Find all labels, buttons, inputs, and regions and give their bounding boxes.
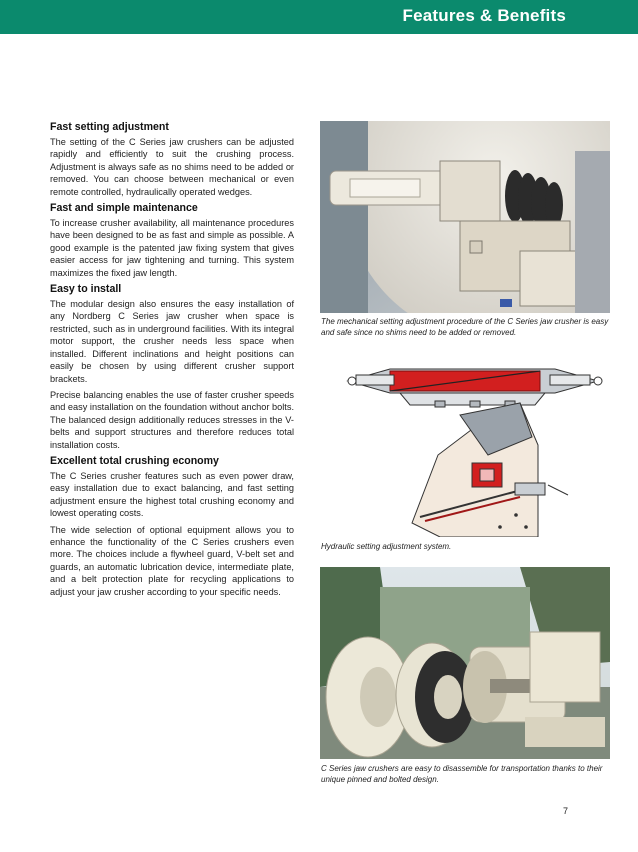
paragraph: The C Series crusher features such as even power draw, easy installation due to exact balancing, and fast setting adjustment ensure the highest total crushing economy and lowest operating costs. <box>50 470 294 519</box>
section-easy-to-install <box>50 283 294 451</box>
figure-caption: C Series jaw crushers are easy to disassemble for transportation thanks to their unique pinned and bolted design. <box>321 764 603 784</box>
section-heading: Fast setting adjustment <box>50 121 169 133</box>
paragraph: To increase crusher availability, all maintenance procedures have been designed to be as fast and simple as possible. A good example is the patented jaw fixing system that gives easier access for jaw tightening and turning. This system maximizes the fixed jaw length. <box>50 218 294 278</box>
section-excellent-crushing-economy <box>50 455 294 598</box>
header-bar <box>0 0 638 34</box>
page-title: Features & Benefits <box>402 6 566 25</box>
page-number: 7 <box>563 806 569 816</box>
paragraph: The wide selection of optional equipment allows you to enhance the functionality of the C Series crushers even more. The choices include a flywheel guard, V-belt set and guards, an automatic lubrication device, intermediate plate, and a belt protection plate for recycling applications to adjust your jaw crusher according to your specific needs. <box>50 524 294 597</box>
mechanical-adjustment-photo <box>320 121 610 313</box>
section-heading: Easy to install <box>50 283 122 296</box>
paragraph: The setting of the C Series jaw crushers can be adjusted rapidly and efficiently to suit the crushing process. Adjustment is always safe as no shims need to be added or removed. You can choose between mechanical or even remote controlled, hydraulically operated wedges. <box>50 137 294 197</box>
section-heading: Excellent total crushing economy <box>50 454 219 467</box>
section-heading: Fast and simple maintenance <box>50 202 198 215</box>
paragraph: The modular design also ensures the easy installation of any Nordberg C Series jaw crusher when space is restricted, such as in underground facilities. With its integral motor support, the crusher needs less space when installed. Different inclinations and height positions can easily be chosen by using different crusher support brackets. <box>50 299 294 384</box>
body-text-column <box>50 121 294 602</box>
figure-caption: The mechanical setting adjustment procedure of the C Series jaw crusher is easy and safe since no shims need to be added or removed. <box>321 317 609 337</box>
figure-caption: Hydraulic setting adjustment system. <box>321 542 452 551</box>
section-fast-setting-adjustment <box>50 121 294 198</box>
section-fast-simple-maintenance <box>50 202 294 279</box>
hydraulic-adjustment-diagram <box>320 345 610 537</box>
disassembled-crusher-photo <box>320 567 610 759</box>
paragraph: Precise balancing enables the use of faster crusher speeds and easy installation on the foundation without anchor bolts. The balanced design additionally reduces stresses in the V-belts and support structures and therefore reduces total installation costs. <box>50 389 294 450</box>
